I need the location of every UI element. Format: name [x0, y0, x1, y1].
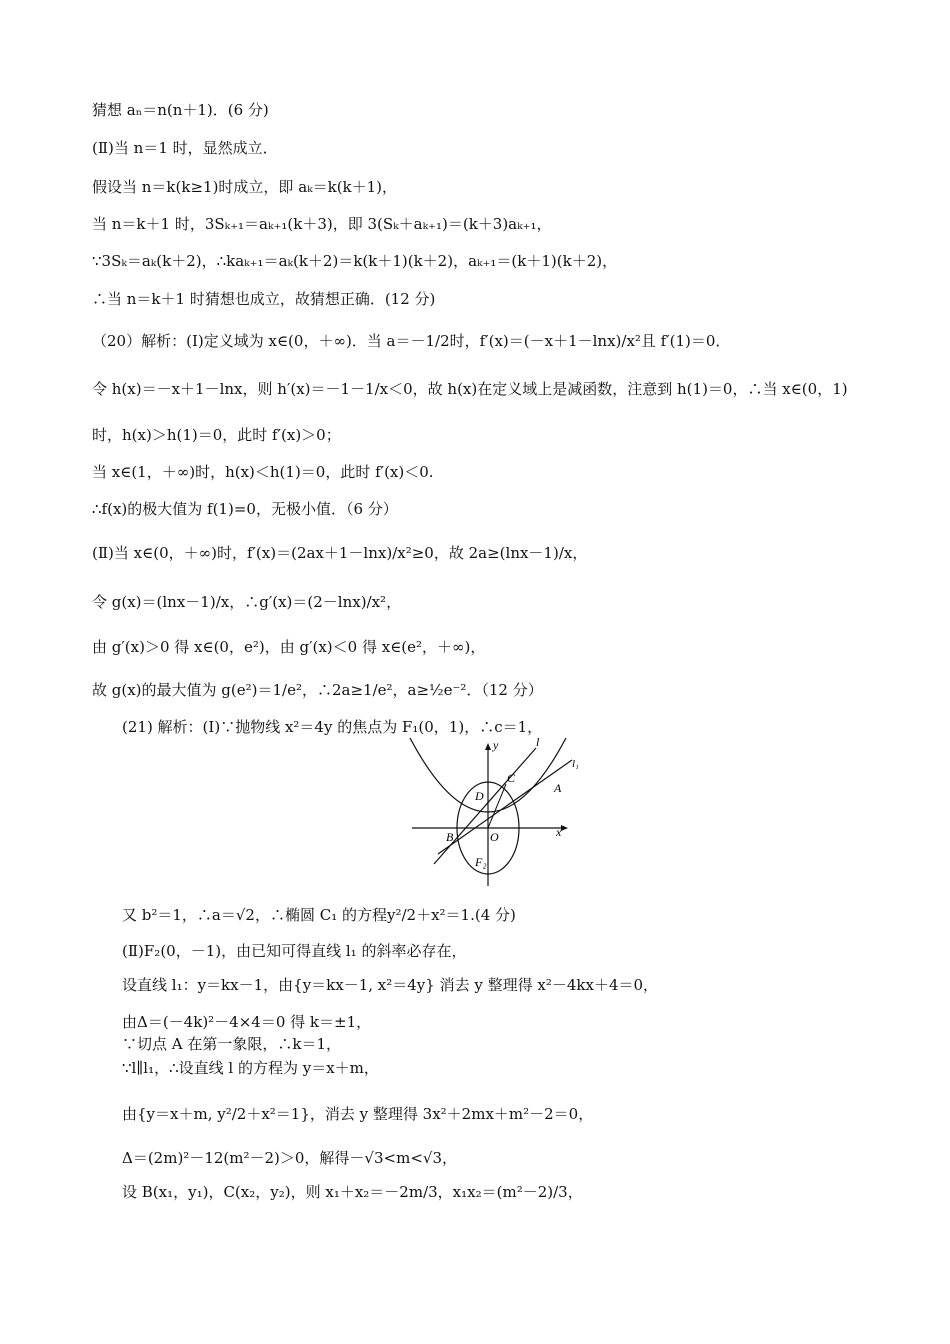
- label-d: D: [475, 789, 484, 803]
- text-line: 当 x∈(1，＋∞)时，h(x)＜h(1)＝0，此时 f′(x)＜0.: [92, 463, 434, 481]
- text-line: ∵3Sₖ＝aₖ(k＋2)，∴kaₖ₊₁＝aₖ(k＋2)＝k(k＋1)(k＋2)，aₖ₊₁＝(k＋1)(k＋2)，: [92, 252, 618, 270]
- label-o: O: [490, 830, 499, 844]
- text-line: (Ⅱ)当 x∈(0，＋∞)时，f′(x)＝(2ax＋1－lnx)/x²≥0，故 2a≥(lnx－1)/x，: [92, 544, 588, 562]
- text-line: 设 B(x₁，y₁)，C(x₂，y₂)，则 x₁＋x₂＝－2m/3，x₁x₂＝(m²－2)/3，: [122, 1183, 583, 1201]
- text-line: 假设当 n＝k(k≥1)时成立，即 aₖ＝k(k＋1)，: [92, 178, 398, 196]
- y-axis-arrow: [485, 743, 491, 750]
- text-line: 由Δ＝(－4k)²－4×4＝0 得 k＝±1，: [122, 1013, 372, 1031]
- text-line: 时，h(x)＞h(1)＝0，此时 f′(x)＞0；: [92, 426, 341, 444]
- text-line: 当 n＝k＋1 时，3Sₖ₊₁＝aₖ₊₁(k＋3)，即 3(Sₖ＋aₖ₊₁)＝(k＋3)aₖ₊₁，: [92, 215, 552, 233]
- parabola-ellipse-figure: [408, 738, 598, 894]
- text-line: 令 g(x)＝(lnx－1)/x，∴g′(x)＝(2－lnx)/x²，: [92, 593, 402, 611]
- label-x: x: [556, 825, 562, 839]
- label-c: C: [507, 771, 516, 785]
- label-f2: F₂: [475, 855, 487, 869]
- text-line: Δ＝(2m)²－12(m²－2)＞0，解得－√3<m<√3，: [122, 1149, 457, 1167]
- text-line: (Ⅱ)当 n＝1 时，显然成立．: [92, 139, 278, 157]
- label-b: B: [446, 830, 454, 844]
- text-line: 令 h(x)＝－x＋1－lnx，则 h′(x)＝－1－1/x＜0，故 h(x)在定义域上是减函数，注意到 h(1)＝0，∴当 x∈(0，1): [92, 380, 848, 398]
- segment-oc: [488, 784, 506, 828]
- text-line: (Ⅱ)F₂(0，－1)，由已知可得直线 l₁ 的斜率必存在，: [122, 942, 467, 960]
- text-line: 设直线 l₁：y＝kx－1，由{y＝kx－1, x²＝4y} 消去 y 整理得 x²－4kx＋4＝0，: [122, 976, 659, 994]
- label-l: l: [536, 738, 540, 749]
- text-line: ∴当 n＝k＋1 时猜想也成立，故猜想正确．(12 分): [92, 290, 436, 308]
- text-line: 又 b²＝1，∴a＝√2，∴椭圆 C₁ 的方程y²/2＋x²＝1.(4 分): [122, 906, 516, 924]
- text-line: ∵切点 A 在第一象限，∴k＝1，: [122, 1035, 342, 1053]
- label-a: A: [554, 781, 562, 795]
- line-l1: [438, 760, 572, 854]
- text-line: 由 g′(x)＞0 得 x∈(0，e²)，由 g′(x)＜0 得 x∈(e²，＋∞)，: [92, 638, 486, 656]
- text-line: 猜想 aₙ＝n(n＋1)．(6 分): [92, 101, 269, 119]
- text-line: （20）解析：(Ⅰ)定义域为 x∈(0，＋∞)．当 a＝－1/2时，f′(x)＝(－x＋1－lnx)/x²且 f′(1)＝0．: [92, 332, 731, 350]
- label-y: y: [493, 738, 499, 752]
- text-line: ∵l∥l₁，∴设直线 l 的方程为 y＝x＋m，: [122, 1059, 379, 1077]
- label-l1: l₁: [572, 758, 579, 770]
- x-axis-arrow: [561, 825, 568, 831]
- text-line: 由{y＝x＋m, y²/2＋x²＝1}，消去 y 整理得 3x²＋2mx＋m²－2＝0，: [122, 1105, 594, 1123]
- text-line: (21) 解析：(Ⅰ)∵抛物线 x²＝4y 的焦点为 F₁(0，1)，∴c＝1，: [122, 718, 543, 736]
- text-line: ∴f(x)的极大值为 f(1)=0，无极小值．（6 分）: [92, 500, 398, 518]
- text-line: 故 g(x)的最大值为 g(e²)＝1/e²，∴2a≥1/e²，a≥½e⁻²．（12 分）: [92, 681, 543, 699]
